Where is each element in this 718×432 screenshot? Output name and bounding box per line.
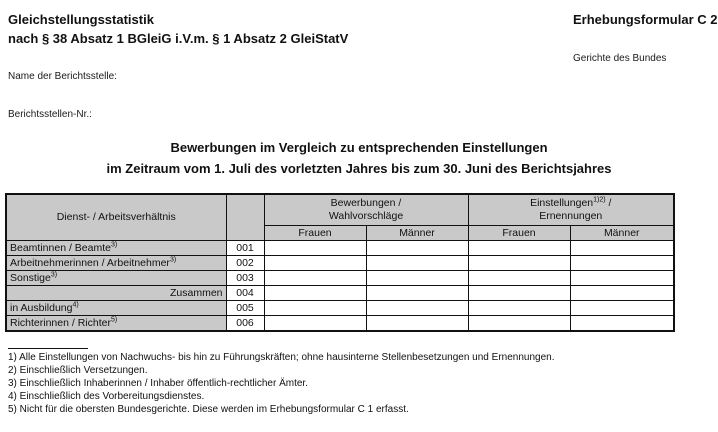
input-cell-men-applications[interactable] <box>366 256 468 271</box>
subheader-women-applications: Frauen <box>264 226 366 241</box>
input-cell-men-hirings[interactable] <box>570 286 674 301</box>
row-code: 005 <box>226 301 264 316</box>
footnote-1: 1) Alle Einstellungen von Nachwuchs- bis hin zu Führungskräften; ohne hausinterne Stellenbesetzungen und Ernennungen. <box>8 352 555 363</box>
input-cell-men-hirings[interactable] <box>570 241 674 256</box>
hirings-header-line1: Einstellungen <box>530 197 594 209</box>
row-footnote-ref: 5) <box>110 316 118 323</box>
footnote-5: 5) Nicht für die obersten Bundesgerichte. Diese werden im Erhebungsformular C 1 erfasst. <box>8 404 409 415</box>
section-heading-line2: im Zeitraum vom 1. Juli des vorletzten Jahres bis zum 30. Juni des Berichtsjahres <box>106 161 612 176</box>
applications-header-line1: Bewerbungen / <box>330 197 402 209</box>
input-cell-women-applications[interactable] <box>264 271 366 286</box>
input-cell-women-applications[interactable] <box>264 301 366 316</box>
row-label-text: Sonstige <box>10 271 51 284</box>
row-label <box>6 316 226 332</box>
table-row <box>6 286 674 301</box>
column-header-employment: Dienst- / Arbeitsverhältnis <box>6 194 226 241</box>
court-label: Gerichte des Bundes <box>573 53 667 64</box>
row-code: 001 <box>226 241 264 256</box>
subheader-women-hirings: Frauen <box>468 226 570 241</box>
legal-reference: nach § 38 Absatz 1 BGleiG i.V.m. § 1 Absatz 2 GleiStatV <box>8 31 349 46</box>
reporting-office-number-label: Berichtsstellen-Nr.: <box>8 109 92 120</box>
hirings-header-line2: Ernennungen <box>539 210 603 222</box>
input-cell-women-hirings[interactable] <box>468 316 570 332</box>
subheader-men-applications: Männer <box>366 226 468 241</box>
form-label: Erhebungsformular C 2 <box>573 12 718 27</box>
input-cell-women-hirings[interactable] <box>468 286 570 301</box>
row-footnote-ref: 3) <box>50 271 58 278</box>
statistics-table <box>5 193 675 332</box>
row-code: 003 <box>226 271 264 286</box>
input-cell-women-applications[interactable] <box>264 256 366 271</box>
row-label-text: in Ausbildung <box>10 301 73 314</box>
column-group-hirings <box>468 194 674 226</box>
table-row <box>6 241 674 256</box>
hirings-header-slash: / <box>605 197 612 209</box>
row-label-text: Beamtinnen / Beamte <box>10 241 111 254</box>
applications-header-line2: Wahlvorschläge <box>328 210 404 222</box>
table-row <box>6 316 674 332</box>
table-row <box>6 301 674 316</box>
input-cell-men-applications[interactable] <box>366 286 468 301</box>
input-cell-women-hirings[interactable] <box>468 241 570 256</box>
input-cell-men-applications[interactable] <box>366 241 468 256</box>
row-label <box>6 301 226 316</box>
input-cell-men-applications[interactable] <box>366 316 468 332</box>
section-heading-line1: Bewerbungen im Vergleich zu entsprechenden Einstellungen <box>170 140 548 155</box>
footnote-divider <box>8 348 88 349</box>
column-group-applications <box>264 194 468 226</box>
row-label <box>6 271 226 286</box>
row-code: 006 <box>226 316 264 332</box>
row-label-text: Zusammen <box>169 286 223 299</box>
input-cell-men-hirings[interactable] <box>570 301 674 316</box>
row-footnote-ref: 4) <box>72 301 79 308</box>
input-cell-women-applications[interactable] <box>264 241 366 256</box>
row-label-text: Arbeitnehmerinnen / Arbeitnehmer <box>10 256 170 269</box>
row-label <box>6 286 226 301</box>
hirings-footnote-ref: 1)2) <box>593 196 606 204</box>
table-row <box>6 256 674 271</box>
column-header-code <box>226 194 264 241</box>
row-code: 004 <box>226 286 264 301</box>
input-cell-women-hirings[interactable] <box>468 301 570 316</box>
input-cell-women-hirings[interactable] <box>468 271 570 286</box>
input-cell-men-hirings[interactable] <box>570 256 674 271</box>
input-cell-women-applications[interactable] <box>264 316 366 332</box>
row-code: 002 <box>226 256 264 271</box>
footnote-2: 2) Einschließlich Versetzungen. <box>8 365 148 376</box>
table-row <box>6 271 674 286</box>
subheader-men-hirings: Männer <box>570 226 674 241</box>
row-footnote-ref: 3) <box>110 241 118 248</box>
input-cell-men-applications[interactable] <box>366 271 468 286</box>
input-cell-men-hirings[interactable] <box>570 271 674 286</box>
input-cell-women-hirings[interactable] <box>468 256 570 271</box>
reporting-office-name-label: Name der Berichtsstelle: <box>8 71 117 82</box>
input-cell-women-applications[interactable] <box>264 286 366 301</box>
input-cell-men-hirings[interactable] <box>570 316 674 332</box>
input-cell-men-applications[interactable] <box>366 301 468 316</box>
row-label <box>6 241 226 256</box>
document-title: Gleichstellungsstatistik <box>8 12 154 27</box>
row-label <box>6 256 226 271</box>
footnote-4: 4) Einschließlich des Vorbereitungsdienstes. <box>8 391 205 402</box>
row-footnote-ref: 3) <box>169 256 177 263</box>
footnote-3: 3) Einschließlich Inhaberinnen / Inhaber öffentlich-rechtlicher Ämter. <box>8 378 308 389</box>
row-label-text: Richterinnen / Richter <box>10 316 111 329</box>
